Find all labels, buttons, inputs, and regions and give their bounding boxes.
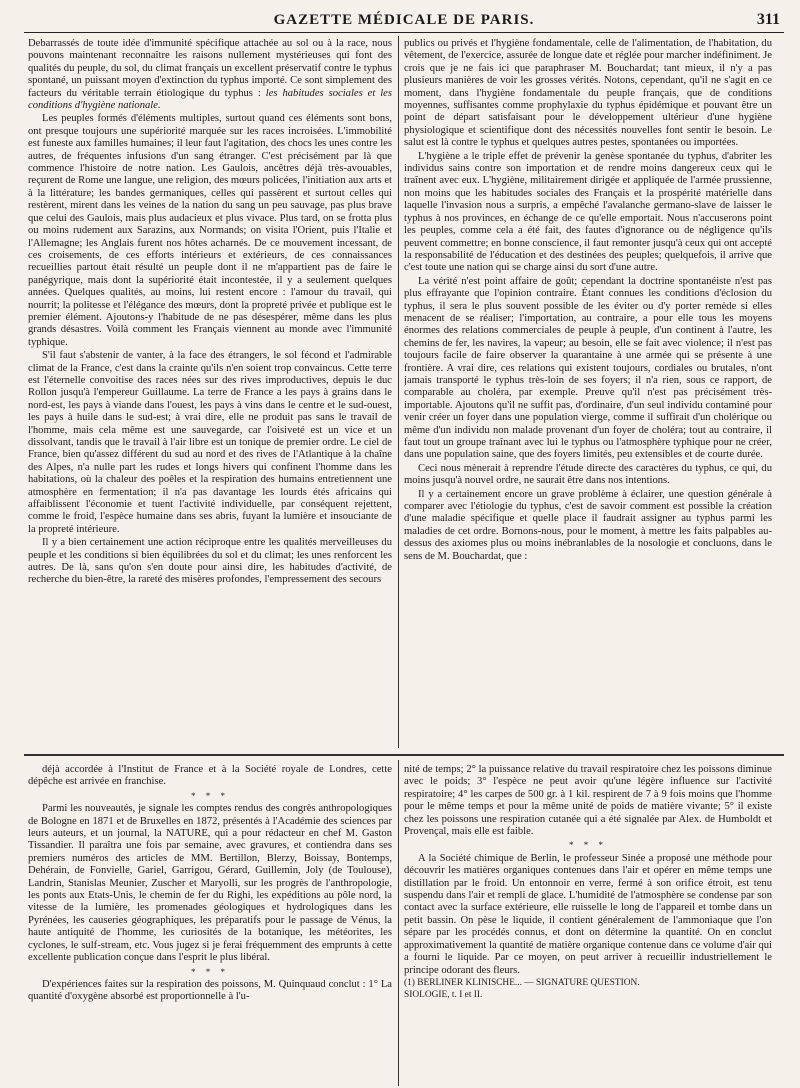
paragraph: Les peuples formés d'éléments multiples, surtout quand ces éléments sont bons, ont presque toujours une supériorité marquée sur les races incroisées. L'immobilité est funeste aux familles humaines; il leur faut l'agitation, des chocs les unes contre les autres, de fréquentes infusions d'un sang étranger. C'est précisément par là que commence l'histoire de notre nation. Les Gaulois, ancêtres déjà très-avouables, reçurent de Rome une langue, une religion, des mœurs policées, l'initiation aux arts et à la littérature; les bandes germaniques, celles qui passèrent et surtout celles qui restèrent, mirent dans les veines de la nation du sang un peu sauvage, pas plus brave que celui des Gaulois, mais plus audacieux et plus vivace. Plus tard, on se frotta plus ou moins rudement aux Sarazins, aux Normands; on visita l'Orient, puis l'Italie et l'Allemagne; les Anglais furent nos hôtes acharnés. De ce mouvement incessant, de ces croisements, de ces efforts intérieurs et extérieurs, de ces connaissances recueillies partout était résulté un peuple dont il ne m'appartient pas de faire le panégyrique, mais dont la supériorité était incontestée, il y a seulement quelques années. Quelques qualités, au moins, lui restent encore : l'amour du travail, qui nourrit; la politesse et l'élégance des mœurs, dont la propreté privée et publique est le premier élément. Ajoutons-y l'habitude de ne pas désespérer, même dans les plus grands désastres. Voilà comment les Français viennent au monde avec l'immunité typhique. bbox=[28, 113, 392, 348]
paragraph: La vérité n'est point affaire de goût; cependant la doctrine spontanéiste n'est pas plus effrayante que l'opinion contraire. Étant connues les conditions d'éclosion du typhus, il sera le plus souvent possible de les éviter ou d'y porter remède si elles menacent de se réaliser; l'importation, au contraire, a pour elle tous les moyens énormes des relations commerciales de peuple à peuple, d'un continent à l'autre, les chemins de fer, les navires, la vapeur; au besoin, elle se fait avec violence; il n'est pas toujours facile de faire observer la quarantaine à une armée qui se présente à une frontière. A vrai dire, ces relations qui existent toujours, cordiales ou brutales, n'ont jamais transporté le typhus très-loin de ses foyers; il n'a rien, sous ce rapport, de comparable au choléra, par exemple. Preuve qu'il n'est pas précisément très-importable. Ajoutons qu'il ne suffit pas, d'ordinaire, d'un seul individu contaminé pour venir créer un foyer dans une population vierge, comme il suffirait d'un cholérique ou même d'un individu non malade provenant d'un foyer de choléra; tout au contraire, il faut tout un groupe traînant avec lui le typhus ou l'atmosphère typhique pour ne créer, dans une population saine, que des foyers limités, peu extensibles et de courte durée. bbox=[404, 275, 772, 461]
paragraph: Parmi les nouveautés, je signale les comptes rendus des congrès anthropologiques de Bologne en 1871 et de Bruxelles en 1872, présentés à l'Académie des sciences par leurs auteurs, et un journal, la NATURE, qui a pour rédacteur en chef M. Gaston Tissandier. Il paraîtra une fois par semaine, avec gravures, et contiendra dans ses premiers numéros des articles de MM. Bertillon, Blerzy, Boissay, Bontemps, Dehérain, de Fonvielle, Gariel, Garrigou, Gérard, Guillemin, Joly (de Toulouse), Landrin, Stanislas Meunier, Zuscher et Maryolli, sur les progrès de l'anthropologie, les ponts aux Etats-Unis, le chemin de fer du Righi, les expéditions au pôle nord, la vitesse de la lumière, les promenades géologiques et hydrologiques dans les Pyrénées, les causeries géographiques, les préparatifs pour le passage de Vénus, la haute antiquité de l'homme, les curiosités de la botanique, les météorites, les cyclones, le sulf-stream, etc. Vous jugez si je ferai fréquemment des emprunts à cette excellente publication conçue dans l'esprit le plus libéral. bbox=[28, 803, 392, 964]
paragraph-text: Debarrassés de toute idée d'immunité spécifique attachée au sol ou à la race, nous pouvons maintenant reconnaître les raisons nullement mystérieuses qui font des qualités du peuple, du sol, du climat français un excellent préservatif contre le typhus spontané, un puissant moyen d'extinction du typhus importé. Ce sont simplement des facteurs du véritable terrain étiologique du typhus : bbox=[28, 38, 392, 99]
paragraph: Il y a bien certainement une action réciproque entre les qualités merveilleuses du peuple et les conditions si bien équilibrées du sol et du climat; les unes renforcent les autres. De là, sans qu'on s'en doute pour ainsi dire, les habitudes d'activité, de recherche du bien-être, la rareté des misères profondes, l'empressement des secours bbox=[28, 537, 392, 586]
footnote: (1) BERLINER KLINISCHE... — SIGNATURE QUESTION. bbox=[404, 977, 640, 988]
paragraph: Il y a certainement encore un grave problème à éclairer, une question générale à comparer avec l'étiologie du typhus, c'est de savoir comment est possible la création d'une maladie spécifique et quelle place il faudrait assigner au typhus parmi les maladies de cet ordre. Bornons-nous, pour le moment, à mettre les faits palpables au-dessus des axiomes plus ou moins inébranlables de la nosologie et concluons, dans le sens de M. Bouchardat, que : bbox=[404, 488, 772, 562]
paragraph: nité de temps; 2° la puissance relative du travail respiratoire chez les poissons diminue avec le poids; 3° l'espèce ne peut avoir qu'une légère influence sur l'activité respiratoire; 4° les carpes de 500 gr. à 1 kil. respirent de 7 à 9 fois moins que l'homme pour le même temps et pour la même unité de poids de matière vivante; 5° il existe chez les poissons une respiration cutanée qui a été signalée par Alex. de Humboldt et Provençal, mais elle est faible. bbox=[404, 764, 772, 838]
paragraph: Ceci nous mènerait à reprendre l'étude directe des caractères du typhus, ce qui, du moins jusqu'à nouvel ordre, ne saurait être dans nos intentions. bbox=[404, 462, 772, 487]
section-stars: * * * bbox=[569, 840, 607, 851]
bottom-left-column bbox=[28, 764, 392, 1082]
paragraph: publics ou privés et l'hygiène fondamentale, celle de l'alimentation, de l'habitation, du vêtement, de l'exercice, assurée de longue date et réglée pour marcher indéfiniment. Je crois que je ne fais ici que paraphraser M. Bouchardat; tant mieux, il n'y a pas plusieurs manières de voir les grosses vérités. Notons, cependant, qu'il ne s'agit en ce moment, dans l'hygiène fondamentale du peuple français, que de conditions moyennes, suffisantes comme prophylaxie du typhus épidémique et pouvant être un point de départ satisfaisant pour le développement ultérieur d'une hygiène physiologique et scientifique dont des nécessités nouvelles font sentir le besoin. Le salut est là contre le typhus et quelques autres pestes, spontanées ou importées. bbox=[404, 38, 772, 149]
top-right-column bbox=[404, 38, 772, 744]
top-left-column bbox=[28, 38, 392, 744]
section-stars: * * * bbox=[191, 966, 229, 977]
bottom-right-column bbox=[404, 764, 772, 1082]
section-stars: * * * bbox=[191, 790, 229, 801]
paragraph: L'hygiène a le triple effet de prévenir la genèse spontanée du typhus, d'abriter les individus sains contre son importation et de rendre moins dangereux ceux qui le traînent avec eux. L'hygiène, militairement dirigée et appliquée de l'armée prussienne, non moins que les habitudes sociales des Français et la prospérité matérielle dans laquelle l'invasion nous a surpris, a empêché l'avalanche germano-slave de laisser le typhus à nos provinces, en échange de ce qu'elle emportait. Nous n'accuserons point les peuples, comme cela a été fait, des fautes d'ignorance ou de négligence qu'ils peuvent commettre; en bonne conscience, il faut remonter jusqu'à ceux qui ont accepté la responsabilité de l'éducation et des destinées des peuples; quelquefois, il arrive que c'est toute une nation qui se charge ainsi du sort d'une autre. bbox=[404, 150, 772, 274]
paragraph bbox=[28, 38, 392, 112]
page-header bbox=[24, 10, 784, 33]
paragraph: déjà accordée à l'Institut de France et à la Société royale de Londres, cette dépêche est arrivée en franchise. bbox=[28, 764, 392, 788]
column-divider bbox=[398, 36, 399, 748]
column-divider bbox=[398, 760, 399, 1086]
footnote: SIOLOGIE, t. I et II. bbox=[404, 989, 483, 1000]
paragraph: D'expériences faites sur la respiration des poissons, M. Quinquaud conclut : 1° La quantité d'oxygène absorbé est proportionnelle à l'u- bbox=[28, 978, 392, 1003]
paragraph: S'il faut s'abstenir de vanter, à la face des étrangers, le sol fécond et l'admirable climat de la France, c'est dans la crainte qu'ils n'en soient trop convaincus. Cette terre est l'éternelle convoitise des races nées sur des rives improductives, depuis le duc Rollon jusqu'à l'empereur Guillaume. La terre de France a les pays à grains dans le nord-est, les pays à viande dans l'ouest, les pays à vins dans le centre et le sud-ouest, les pays à huile dans le sud-est; à vrai dire, elle ne produit pas sans le travail de l'homme, mais cela même est une sauvegarde, car l'oisiveté est un vice et un dissolvant, tandis que le travail à l'air libre est un tonique de premier ordre. Le ciel de France, bien qu'assez différent du sud au nord et des rives de l'Atlantique à la chaîne des Alpes, n'a nulle part les rudes et longs hivers qui confinent l'homme dans les habitations, où la chaleur des poêles et la respiration des humains entretiennent une atmosphère en fermentation; il n'a pas davantage les lourds étés africains qui affaiblissent l'économie et tuent l'activité individuelle, par conséquent rejettent, comme le froid, l'espèce humaine dans ses abris, fuyant la lumière et insouciante de la propreté intérieure. bbox=[28, 350, 392, 535]
paragraph: A la Société chimique de Berlin, le professeur Sinée a proposé une méthode pour découvrir les matières organiques contenues dans l'air et opérer en même temps une distillation par le froid. Un entonnoir en verre, fermé à son orifice étroit, est tenu suspendu dans l'air et rempli de glace. L'humidité de l'atmosphère se condense par son contact avec la surface extérieure, elle ruisselle le long de l'appareil et tombe dans un petit bassin. On pèse le liquide, il contient généralement de l'ammoniaque que l'on sépare par les procédés connus, et dont on détermine la quantité. On en conclut approximativement la quantité de matière organique contenue dans ce volume d'air qui a fourni le liquide. Par ce moyen, on peut arriver à recueillir industriellement le principe odorant des fleurs. bbox=[404, 852, 772, 976]
page-number: 311 bbox=[756, 11, 780, 28]
journal-title: GAZETTE MÉDICALE DE PARIS. bbox=[273, 12, 535, 28]
section-divider bbox=[24, 754, 784, 756]
italic-text: les habitudes sociales et les conditions d'hygiène nationale. bbox=[28, 87, 392, 112]
